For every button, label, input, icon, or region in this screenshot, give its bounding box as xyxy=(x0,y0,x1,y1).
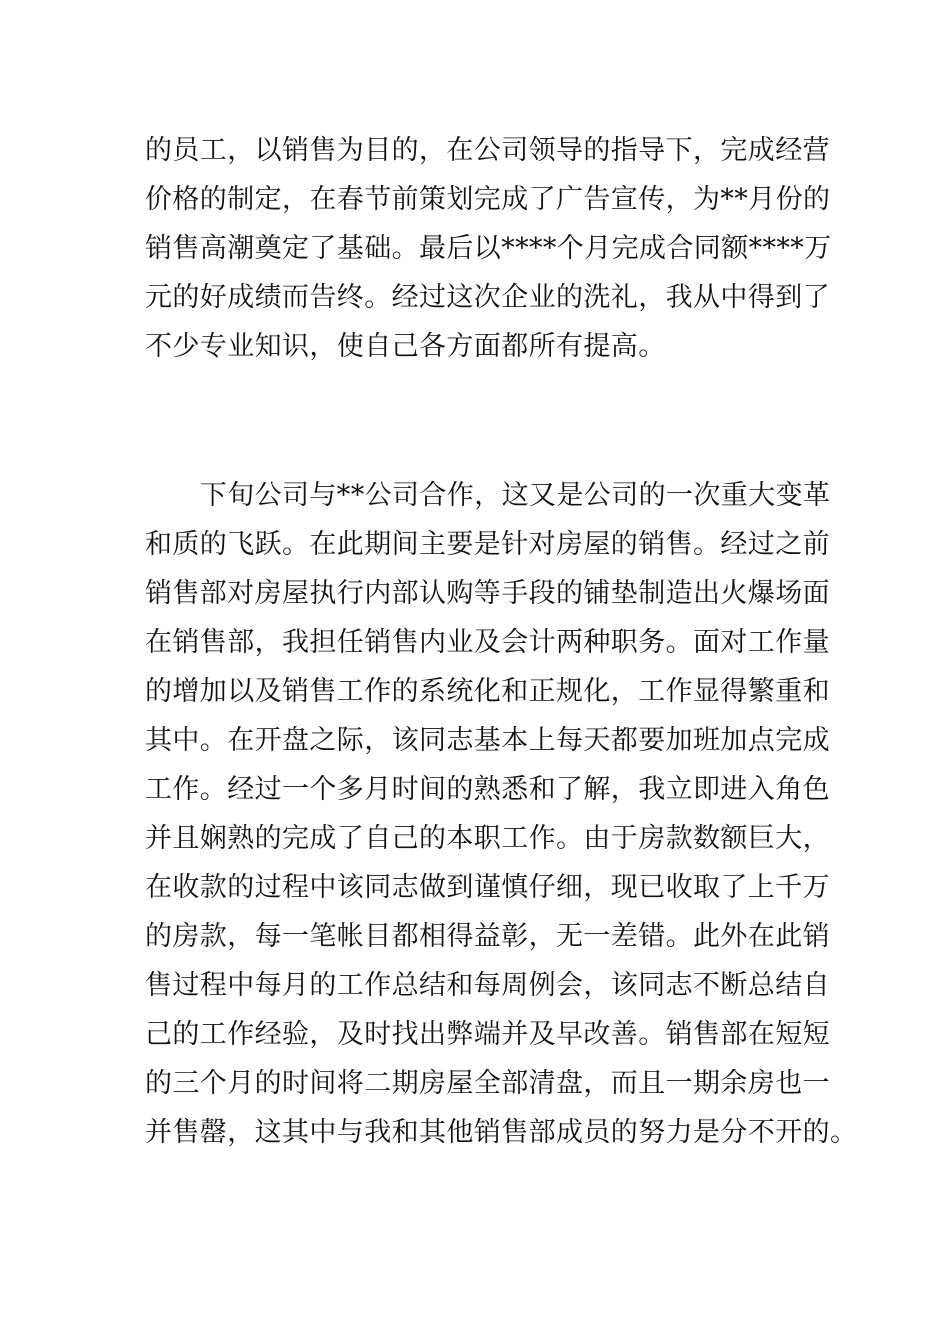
paragraph-line: 下旬公司与**公司合作，这又是公司的一次重大变革 xyxy=(145,480,831,511)
paragraph-2 xyxy=(145,471,858,1157)
paragraph-line: 的房款，每一笔帐目都相得益彰，无一差错。此外在此销 xyxy=(145,921,830,952)
paragraph-line: 己的工作经验，及时找出弊端并及早改善。销售部在短短 xyxy=(145,1019,830,1050)
paragraph-line: 工作。经过一个多月时间的熟悉和了解，我立即进入角色 xyxy=(145,774,830,805)
paragraph-line: 并售罄，这其中与我和其他销售部成员的努力是分不开的。 xyxy=(145,1117,858,1148)
paragraph-line: 其中。在开盘之际，该同志基本上每天都要加班加点完成 xyxy=(145,725,830,756)
paragraph-line: 价格的制定，在春节前策划完成了广告宣传，为**月份的 xyxy=(145,184,831,215)
paragraph-line: 并且娴熟的完成了自己的本职工作。由于房款数额巨大， xyxy=(145,823,830,854)
paragraph-line: 销售部对房屋执行内部认购等手段的铺垫制造出火爆场面 xyxy=(145,578,830,609)
paragraph-line: 销售高潮奠定了基础。最后以****个月完成合同额****万 xyxy=(145,233,832,264)
paragraph-line: 的员工，以销售为目的，在公司领导的指导下，完成经营 xyxy=(145,135,830,166)
paragraph-line: 在销售部，我担任销售内业及会计两种职务。面对工作量 xyxy=(145,627,830,658)
paragraph-line: 的增加以及销售工作的系统化和正规化，工作显得繁重和 xyxy=(145,676,830,707)
paragraph-line: 的三个月的时间将二期房屋全部清盘，而且一期余房也一 xyxy=(145,1068,830,1099)
paragraph-line: 在收款的过程中该同志做到谨慎仔细，现已收取了上千万 xyxy=(145,872,830,903)
paragraph-line: 售过程中每月的工作总结和每周例会，该同志不断总结自 xyxy=(145,970,830,1001)
paragraph-line: 元的好成绩而告终。经过这次企业的洗礼，我从中得到了 xyxy=(145,282,830,313)
paragraph-line: 不少专业知识，使自己各方面都所有提高。 xyxy=(145,331,666,362)
paragraph-line: 和质的飞跃。在此期间主要是针对房屋的销售。经过之前 xyxy=(145,529,830,560)
paragraph-1 xyxy=(145,126,832,371)
